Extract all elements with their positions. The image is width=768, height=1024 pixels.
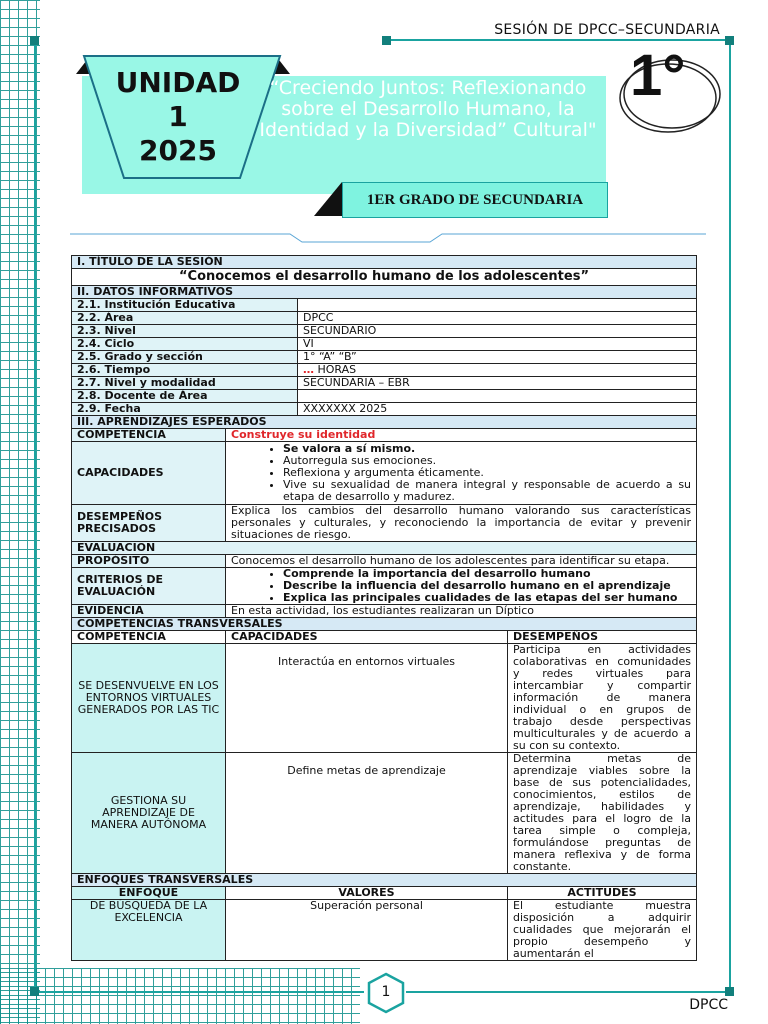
section-title-heading: I. TÍTULO DE LA SESIÓN	[72, 256, 697, 269]
criterios-label: CRITERIOS DE EVALUACIÓN	[72, 568, 226, 605]
competencia-value: Construye su identidad	[226, 429, 697, 442]
frame-line-right	[729, 40, 731, 992]
frame-line-bottom-right	[406, 991, 731, 993]
info-row: 2.4. Ciclo VI	[72, 338, 697, 351]
grid-pattern-bottom	[0, 968, 360, 1024]
unit-number: 1	[168, 100, 188, 133]
corner-dot	[30, 987, 39, 996]
grade-label: 1ER GRADO DE SECUNDARIA	[342, 182, 608, 218]
enfoque-header: ACTITUDES	[508, 887, 697, 900]
desempenos-label: DESEMPEÑOS PRECISADOS	[72, 505, 226, 542]
info-row: 2.1. Institución Educativa	[72, 299, 697, 312]
grade-big-number: 1°	[630, 43, 686, 108]
capacidades-list	[226, 442, 697, 505]
corner-dot	[725, 36, 734, 45]
section-transversal-heading: COMPETENCIAS TRANSVERSALES	[72, 618, 697, 631]
trans-header: DESEMPEÑOS	[508, 631, 697, 644]
criterios-list	[226, 568, 697, 605]
footer-label: DPCC	[689, 997, 728, 1013]
separator-line	[70, 228, 710, 248]
info-row: 2.7. Nivel y modalidad SECUNDARIA – EBR	[72, 377, 697, 390]
enfoque-header: VALORES	[226, 887, 508, 900]
trans-header: COMPETENCIA	[72, 631, 226, 644]
corner-dot	[30, 36, 39, 45]
corner-dot	[725, 987, 734, 996]
enfoque-header: ENFOQUE	[72, 887, 226, 900]
criterio-item: • Explica las principales cualidades de las etapas del ser humano	[283, 592, 691, 604]
section-enfoques-heading: ENFOQUES TRANSVERSALES	[72, 874, 697, 887]
info-row: 2.6. Tiempo … HORAS	[72, 364, 697, 377]
trans-header: CAPACIDADES	[226, 631, 508, 644]
trans-row: SE DESENVUELVE EN LOS ENTORNOS VIRTUALES GENERADOS POR LAS TIC Interactúa en entornos virtuales Participa en actividades colaborativas en comunidades y redes virtuales para intercambiar y compartir información de manera individual o en grupos de trabajo desde perspectivas multiculturales y de acuerdo a su con su contexto.	[72, 644, 697, 753]
frame-line-bottom	[34, 991, 364, 993]
grade-bar-arrow	[314, 182, 344, 218]
section-learning-heading: III. APRENDIZAJES ESPERADOS	[72, 416, 697, 429]
capacidad-item: • Se valora a sí mismo.	[283, 443, 691, 455]
enfoque-row: DE BÚSQUEDA DE LA EXCELENCIA Superación personal El estudiante muestra disposición a adquirir cualidades que mejorarán el propio desempeño y aumentarán el	[72, 900, 697, 961]
evaluacion-heading: EVALUACION	[72, 542, 697, 555]
info-row: 2.9. Fecha XXXXXXX 2025	[72, 403, 697, 416]
desempenos-value: Explica los cambios del desarrollo humano valorando sus características personales y culturales, y reconociendo la importancia de evitar y prevenir situaciones de riesgo.	[226, 505, 697, 542]
time-placeholder: …	[303, 363, 314, 376]
info-row: 2.3. Nivel SECUNDARIO	[72, 325, 697, 338]
capacidad-item: • Vive su sexualidad de manera integral y responsable de acuerdo a su etapa de desarrollo y madurez.	[283, 479, 691, 503]
session-header: SESIÓN DE DPCC–SECUNDARIA	[494, 22, 720, 38]
evidencia-label: EVIDENCIA	[72, 605, 226, 618]
frame-line-left	[34, 40, 36, 992]
criterio-item: • Comprende la importancia del desarrollo humano	[283, 568, 691, 580]
capacidad-item: • Autorregula sus emociones.	[283, 455, 691, 467]
page-number: 1	[381, 984, 391, 1000]
section-data-heading: II. DATOS INFORMATIVOS	[72, 286, 697, 299]
unit-title: “Creciendo Juntos: Reflexionando sobre el Desarrollo Humano, la Identidad y la Diversidad” Cultural"	[259, 78, 597, 141]
unit-label	[104, 66, 252, 168]
trans-row: GESTIONA SU APRENDIZAJE DE MANERA AUTÓNOMA Define metas de aprendizaje Determina metas de aprendizaje viables sobre la base de sus potencialidades, conocimientos, estilos de aprendizaje, habilidades y actitudes para el logro de la tarea simple o compleja, formulándose preguntas de manera reflexiva y de forma constante.	[72, 753, 697, 874]
session-table	[71, 255, 697, 961]
criterio-item: • Describe la influencia del desarrollo humano en el aprendizaje	[283, 580, 691, 592]
unit-year: 2025	[139, 134, 217, 167]
capacidades-label: CAPACIDADES	[72, 442, 226, 505]
proposito-label: PROPÓSITO	[72, 555, 226, 568]
evidencia-value: En esta actividad, los estudiantes realizaran un Díptico	[226, 605, 697, 618]
session-title: “Conocemos el desarrollo humano de los adolescentes”	[72, 269, 697, 286]
frame-line-top	[386, 39, 731, 41]
corner-dot	[382, 36, 391, 45]
info-row: 2.5. Grado y sección 1° “A” “B”	[72, 351, 697, 364]
competencia-label: COMPETENCIA	[72, 429, 226, 442]
info-row: 2.8. Docente de Área	[72, 390, 697, 403]
info-row: 2.2. Área DPCC	[72, 312, 697, 325]
unit-word: UNIDAD	[115, 66, 241, 99]
proposito-value: Conocemos el desarrollo humano de los adolescentes para identificar su etapa.	[226, 555, 697, 568]
capacidad-item: • Reflexiona y argumenta éticamente.	[283, 467, 691, 479]
